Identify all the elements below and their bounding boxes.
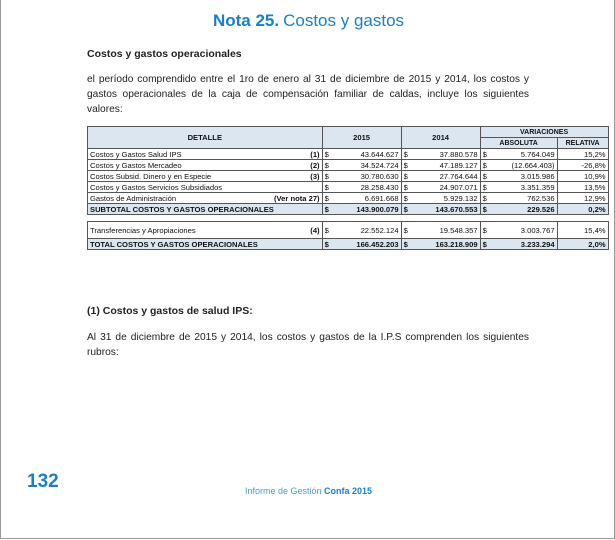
- note-number: Nota 25.: [212, 11, 280, 30]
- row-ref: (Ver nota 27): [272, 193, 322, 204]
- value-2015: 43.644.627: [360, 149, 399, 159]
- value-2015: 34.524.724: [360, 160, 399, 170]
- currency: $: [324, 160, 329, 170]
- value-absoluta: 3.351.359: [520, 182, 555, 192]
- currency: $: [324, 149, 329, 159]
- header-variaciones: VARIACIONES: [480, 127, 608, 138]
- total-absoluta: 3.233.294: [520, 239, 555, 249]
- subtotal-absoluta: 229.526: [527, 204, 555, 214]
- currency: $: [324, 193, 329, 203]
- value-absoluta: (12.664.403): [511, 160, 555, 170]
- transfer-label: Transferencias y Apropiaciones: [88, 222, 273, 239]
- currency: $: [403, 160, 408, 170]
- row-label: Costos Subsid. Dinero y en Especie: [88, 171, 273, 182]
- total-2014: 163.218.909: [435, 239, 478, 249]
- value-relativa: 12,9%: [557, 193, 608, 204]
- currency: $: [482, 239, 487, 249]
- currency: $: [324, 204, 329, 214]
- row-label: Costos y Gastos Servicios Subsidiados: [88, 182, 273, 193]
- value-2015: 6.691.668: [364, 193, 399, 203]
- value-2014: 5.929.132: [443, 193, 478, 203]
- currency: $: [482, 182, 487, 192]
- currency: $: [403, 204, 408, 214]
- currency: $: [403, 193, 408, 203]
- value-relativa: -26,8%: [557, 160, 608, 171]
- value-2014: 27.764.644: [439, 171, 478, 181]
- value-absoluta: 5.764.049: [520, 149, 555, 159]
- value-2014: 24.907.071: [439, 182, 478, 192]
- subtotal-row: [88, 204, 609, 215]
- currency: $: [324, 171, 329, 181]
- transfer-relativa: 15,4%: [557, 222, 608, 239]
- currency: $: [403, 149, 408, 159]
- value-absoluta: 762.536: [527, 193, 555, 203]
- value-2014: 47.189.127: [439, 160, 478, 170]
- ips-paragraph: Al 31 de diciembre de 2015 y 2014, los costos y gastos de la I.P.S comprenden los siguientes rubros:: [87, 332, 529, 358]
- table-row: [88, 182, 609, 193]
- table-row: [88, 149, 609, 160]
- total-label: TOTAL COSTOS Y GASTOS OPERACIONALES: [88, 239, 323, 250]
- footer-text: Informe de Gestión: [244, 486, 322, 496]
- note-title: Costos y gastos: [283, 11, 405, 30]
- currency: $: [482, 204, 487, 214]
- row-ref: [272, 182, 322, 193]
- transfer-2015: 22.552.124: [360, 225, 399, 235]
- table-row: [88, 160, 609, 171]
- row-label: Costos y Gastos Salud IPS: [88, 149, 273, 160]
- table-spacer: [88, 215, 609, 222]
- section-heading-ips: (1) Costos y gastos de salud IPS:: [87, 305, 253, 317]
- row-label: Gastos de Administración: [88, 193, 273, 204]
- currency: $: [403, 225, 408, 235]
- header-relativa: RELATIVA: [557, 138, 608, 149]
- subtotal-2014: 143.670.553: [435, 204, 478, 214]
- subtotal-relativa: 0,2%: [557, 204, 608, 215]
- currency: $: [482, 149, 487, 159]
- row-ref: (3): [272, 171, 322, 182]
- row-ref: (1): [272, 149, 322, 160]
- header-2014: 2014: [401, 127, 480, 149]
- transfer-ref: (4): [272, 222, 322, 239]
- value-relativa: 10,9%: [557, 171, 608, 182]
- row-label: Costos y Gastos Mercadeo: [88, 160, 273, 171]
- value-absoluta: 3.015.986: [520, 171, 555, 181]
- subtotal-2015: 143.900.079: [356, 204, 399, 214]
- row-ref: (2): [272, 160, 322, 171]
- currency: $: [482, 160, 487, 170]
- currency: $: [482, 225, 487, 235]
- currency: $: [403, 171, 408, 181]
- value-2014: 37.880.578: [439, 149, 478, 159]
- value-2015: 28.258.430: [360, 182, 399, 192]
- total-row: [88, 239, 609, 250]
- currency: $: [403, 239, 408, 249]
- header-detalle: DETALLE: [88, 127, 323, 149]
- value-2015: 30.780.630: [360, 171, 399, 181]
- currency: $: [324, 225, 329, 235]
- header-2015: 2015: [322, 127, 401, 149]
- page-number: 132: [27, 471, 59, 492]
- transfer-absoluta: 3.003.767: [520, 225, 555, 235]
- value-relativa: 13,5%: [557, 182, 608, 193]
- currency: $: [403, 182, 408, 192]
- table-row: [88, 193, 609, 204]
- currency: $: [482, 193, 487, 203]
- table-row: [88, 171, 609, 182]
- page-footer: [1, 486, 615, 496]
- header-absoluta: ABSOLUTA: [480, 138, 557, 149]
- subtotal-label: SUBTOTAL COSTOS Y GASTOS OPERACIONALES: [88, 204, 323, 215]
- total-relativa: 2,0%: [557, 239, 608, 250]
- currency: $: [482, 171, 487, 181]
- transfer-2014: 19.548.357: [439, 225, 478, 235]
- value-relativa: 15,2%: [557, 149, 608, 160]
- footer-brand: Confa 2015: [324, 486, 373, 496]
- section-heading-operational: Costos y gastos operacionales: [87, 48, 242, 60]
- transfer-row: [88, 222, 609, 239]
- currency: $: [324, 182, 329, 192]
- total-2015: 166.452.203: [356, 239, 399, 249]
- page-title: [1, 11, 615, 31]
- intro-paragraph: el período comprendido entre el 1ro de enero al 31 de diciembre de 2015 y 2014, los costos y gastos operacionales de la caja de compensación familiar de caldas, incluye los siguientes valores:: [87, 74, 529, 115]
- currency: $: [324, 239, 329, 249]
- costs-table: [87, 126, 609, 250]
